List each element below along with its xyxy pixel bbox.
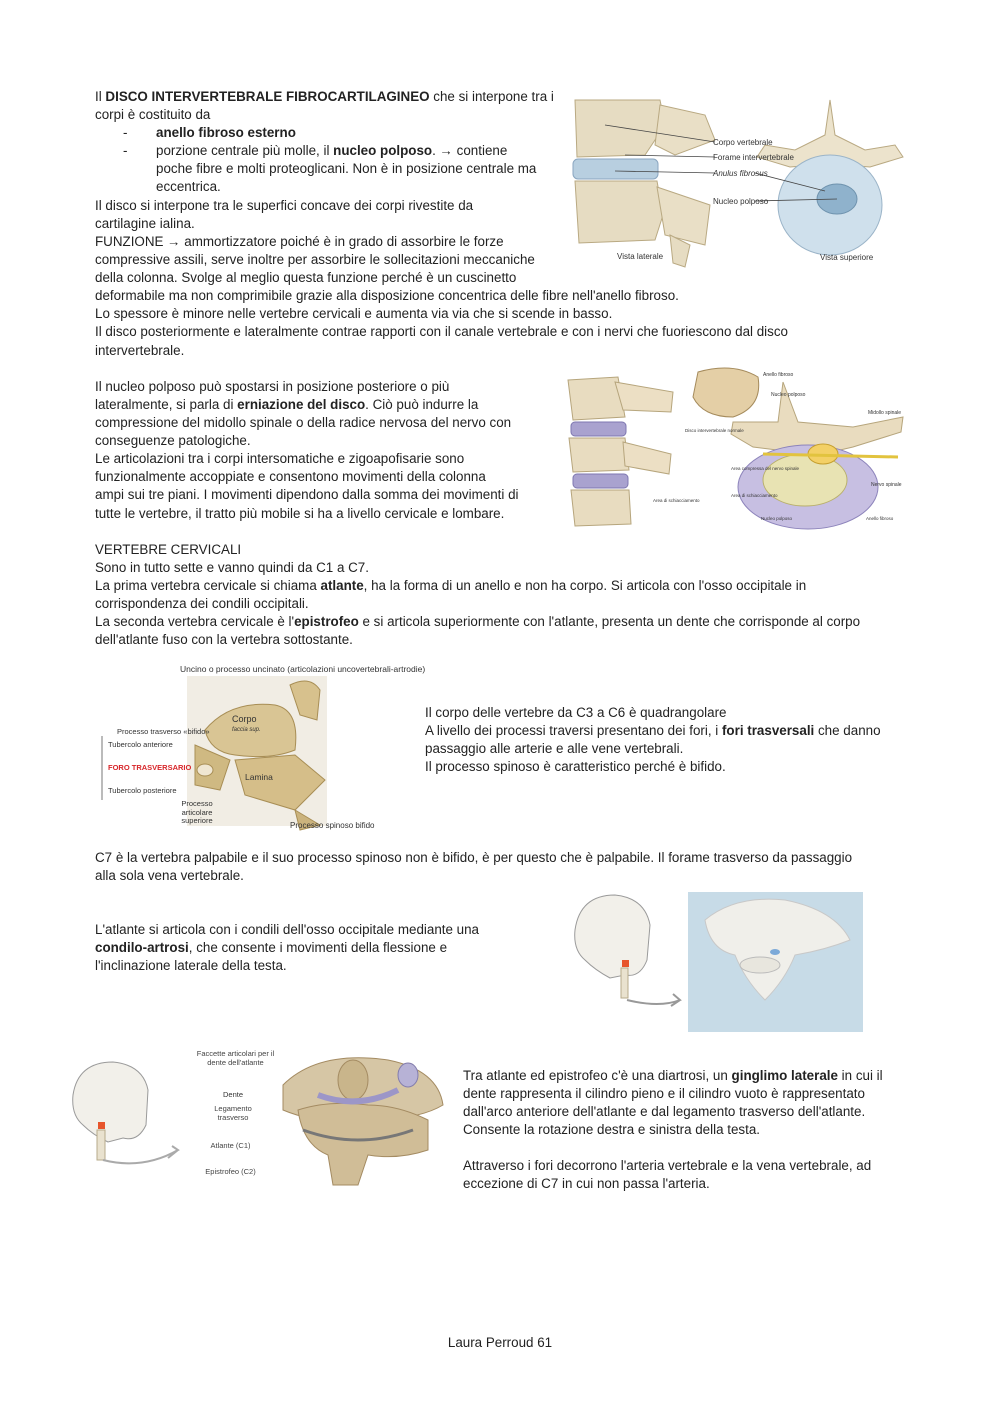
para-c3c6-line-2: A livello dei processi traversi presentano dei fori, i fori trasversali che danno <box>425 723 881 738</box>
label-processo-spinoso: Processo spinoso bifido <box>290 821 375 830</box>
label-anulus-fibrosus: Anulus fibrosus <box>713 169 768 178</box>
label-faccia-sup: faccia sup. <box>232 727 261 733</box>
para-funzione-line-3: della colonna. Svolge al meglio questa funzione perché è un cuscinetto <box>95 270 517 285</box>
label-lamina: Lamina <box>245 772 273 782</box>
para-arteria-line-1: Attraverso i fori decorrono l'arteria vertebrale e la vena vertebrale, ad <box>463 1158 872 1173</box>
bullet-dash: - <box>123 125 128 140</box>
label-tubercolo-posteriore: Tubercolo posteriore <box>108 786 177 795</box>
term-disco: DISCO INTERVERTEBRALE FIBROCARTILAGINEO <box>105 89 430 104</box>
para-epistrofeo-line-2: dell'atlante fuso con la vertebra sottostante. <box>95 632 353 647</box>
para-spessore: Lo spessore è minore nelle vertebre cervicali e aumenta via via che si scende in basso. <box>95 306 613 321</box>
label-tubercolo-anteriore: Tubercolo anteriore <box>108 740 173 749</box>
para-ernia-line-1: Il nucleo polposo può spostarsi in posizione posteriore o più <box>95 379 450 394</box>
para-funzione-line-4: deformabile ma non comprimibile grazie alla disposizione concentrica delle fibre nell'anello fibroso. <box>95 288 679 303</box>
para-ernia-line-4: conseguenze patologiche. <box>95 433 251 448</box>
label-processo-articolare: Processo articolare superiore <box>181 800 213 825</box>
para-articolazioni-line-4: tutte le vertebre, il tratto più mobile si ha a livello cervicale e lombare. <box>95 506 505 521</box>
label-anello-fibroso-2: Anello fibroso <box>866 516 894 521</box>
label-epistrofeo: Epistrofeo (C2) <box>205 1168 256 1176</box>
label-vista-laterale: Vista laterale <box>617 252 664 261</box>
label-uncino: Uncino o processo uncinato (articolazioni uncovertebrali-artrodie) <box>180 664 426 674</box>
para-disco-line-1: Il DISCO INTERVERTEBRALE FIBROCARTILAGINEO che si interpone tra i <box>95 89 554 104</box>
label-nervo-spinale: Nervo spinale <box>871 482 902 488</box>
figure-vertebra-cervicale <box>95 660 430 835</box>
label-area-schiacciamento: Area di schiacciamento <box>731 493 778 498</box>
para-disco-line-4: cartilagine ialina. <box>95 216 195 231</box>
para-rapporti-line-1: Il disco posteriormente e lateralmente contrae rapporti con il canale vertebrale e con i nervi che fuoriescono dal disco <box>95 324 788 339</box>
label-nucleo-polposo: Nucleo polposo <box>771 392 806 398</box>
para-disco-line-2: corpi è costituito da <box>95 107 211 122</box>
label-faccette-articolari: Faccette articolari per il dente dell'atlante <box>196 1050 275 1067</box>
para-cervicali-line-1: Sono in tutto sette e vanno quindi da C1 a C7. <box>95 560 369 575</box>
figure-condilo-artrosi <box>565 890 865 1035</box>
label-nucleo-polposo-2: Nucleo polposo <box>761 516 793 521</box>
label-vista-superiore: Vista superiore <box>820 253 874 262</box>
list-item-anello: anello fibroso esterno <box>156 125 296 140</box>
para-ginglimo-line-1: Tra atlante ed epistrofeo c'è una diartrosi, un ginglimo laterale in cui il <box>463 1068 883 1083</box>
para-atlante-line-2: corrispondenza dei condili occipitali. <box>95 596 309 611</box>
para-articolazioni-line-1: Le articolazioni tra i corpi intersomatiche e zigoapofisarie sono <box>95 451 465 466</box>
label-area-schiacciamento-2: Area di schiacciamento <box>653 498 700 503</box>
figure-ernia-disco <box>553 362 915 530</box>
para-ginglimo-line-3: dall'arco anteriore dell'atlante e dal legamento trasverso dell'atlante. <box>463 1104 866 1119</box>
label-corpo-vertebrale: Corpo vertebrale <box>713 138 773 147</box>
list-item-nucleo-line-2: poche fibre e molti proteoglicani. Non è in posizione centrale ma <box>156 161 537 176</box>
para-c3c6-line-1: Il corpo delle vertebre da C3 a C6 è quadrangolare <box>425 705 727 720</box>
para-ernia-line-2: lateralmente, si parla di erniazione del disco. Ciò può indurre la <box>95 397 479 412</box>
para-funzione-line-2: compressive assili, serve inoltre per assorbire le sollecitazioni meccaniche <box>95 252 535 267</box>
para-atlante-line-1: La prima vertebra cervicale si chiama atlante, ha la forma di un anello e non ha corpo. Si articola con l'osso occipitale in <box>95 578 807 593</box>
para-articolazioni-line-3: ampi sui tre piani. I movimenti dipendono dalla somma dei movimenti di <box>95 487 519 502</box>
para-arteria-line-2: eccezione di C7 in cui non passa l'arteria. <box>463 1176 710 1191</box>
para-rapporti-line-2: intervertebrale. <box>95 343 185 358</box>
para-c3c6-line-4: Il processo spinoso è caratteristico perché è bifido. <box>425 759 726 774</box>
skull-illustration <box>575 895 680 1006</box>
label-legamento-trasverso: Legamento trasverso <box>214 1105 252 1122</box>
list-item-nucleo: porzione centrale più molle, il nucleo polposo. → contiene <box>156 143 508 158</box>
label-atlante: Atlante (C1) <box>210 1142 251 1150</box>
label-forame-intervertebrale: Forame intervertebrale <box>713 153 794 162</box>
para-funzione-line-1: FUNZIONE → ammortizzatore poiché è in grado di assorbire le forze <box>95 234 504 249</box>
label-area-compressa: Area compressa del nervo spinale <box>731 466 800 471</box>
para-ginglimo-line-4: Consente la rotazione destra e sinistra della testa. <box>463 1122 760 1137</box>
para-epistrofeo-line-1: La seconda vertebra cervicale è l'epistrofeo e si articola superiormente con l'atlante, presenta un dente che corrisponde al corpo <box>95 614 861 629</box>
label-corpo: Corpo <box>232 714 257 724</box>
para-ginglimo-line-2: dente rappresenta il cilindro pieno e il cilindro vuoto è rappresentato <box>463 1086 865 1101</box>
label-anello-fibroso: Anello fibroso <box>763 372 794 378</box>
para-c7-line-1: C7 è la vertebra palpabile e il suo processo spinoso non è bifido, è per questo che è palpabile. Il forame trasverso da passaggio <box>95 850 853 865</box>
label-processo-trasverso: Processo trasverso «bifido» <box>117 727 210 736</box>
heading-vertebre-cervicali: VERTEBRE CERVICALI <box>95 542 242 557</box>
figure-atlante-epistrofeo <box>68 1050 450 1195</box>
para-c7-line-2: alla sola vena vertebrale. <box>95 868 244 883</box>
para-condilo-line-2: condilo-artrosi, che consente i movimenti della flessione e <box>95 940 448 955</box>
list-item-nucleo-line-3: eccentrica. <box>156 179 221 194</box>
para-condilo-line-3: l'inclinazione laterale della testa. <box>95 958 287 973</box>
label-foro-trasversario: FORO TRASVERSARIO <box>108 763 192 772</box>
para-disco-line-3: Il disco si interpone tra le superfici concave dei corpi rivestite da <box>95 198 474 213</box>
para-articolazioni-line-2: funzionalmente accoppiate e consentono movimenti della colonna <box>95 469 486 484</box>
label-disco-normale: Disco intervertebrale normale <box>685 428 744 433</box>
para-condilo-line-1: L'atlante si articola con i condili dell'osso occipitale mediante una <box>95 922 479 937</box>
para-c3c6-line-3: passaggio alle arterie e alle vene vertebrali. <box>425 741 684 756</box>
label-dente: Dente <box>223 1090 244 1099</box>
page-footer: Laura Perroud 61 <box>447 1335 553 1350</box>
label-midollo-spinale: Midollo spinale <box>868 410 902 416</box>
label-nucleo-polposo: Nucleo polposo <box>713 197 769 206</box>
skull-illustration <box>73 1062 178 1163</box>
para-ernia-line-3: compressione del midollo spinale o della radice nervosa del nervo con <box>95 415 512 430</box>
figure-disco-intervertebrale <box>565 95 910 270</box>
bullet-dash: - <box>123 143 128 158</box>
